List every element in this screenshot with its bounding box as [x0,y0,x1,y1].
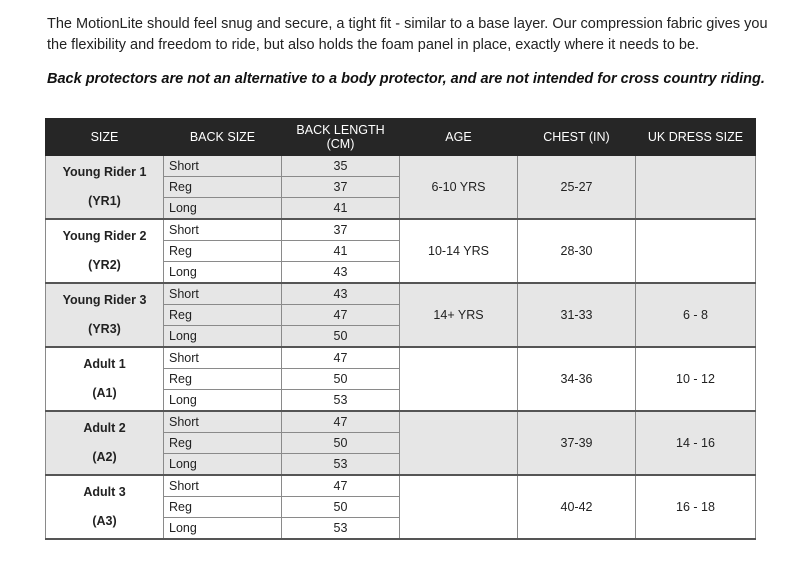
size-code: (A1) [92,386,117,400]
size-name-cell [46,475,164,539]
back-length-cell: 53 [282,518,400,540]
back-size-cell: Short [164,283,282,305]
age-cell [400,347,518,411]
table-row [46,411,756,433]
table-row [46,475,756,497]
age-cell: 14+ YRS [400,283,518,347]
header-uk-dress-size: UK DRESS SIZE [636,119,756,156]
back-size-cell: Long [164,518,282,540]
size-name-cell [46,156,164,220]
size-code: (YR3) [88,322,121,336]
warning-note: Back protectors are not an alternative to a body protector, and are not intended for cross country riding. [47,71,765,87]
size-name: Young Rider 2 [62,229,147,243]
back-length-cell: 41 [282,241,400,262]
back-size-cell: Reg [164,497,282,518]
uk-dress-size-cell [636,219,756,283]
header-age: AGE [400,119,518,156]
back-length-cell: 50 [282,369,400,390]
uk-dress-size-cell: 14 - 16 [636,411,756,475]
uk-dress-size-cell [636,156,756,220]
back-size-cell: Short [164,156,282,177]
table-header-row [46,119,756,156]
back-length-cell: 50 [282,326,400,348]
back-size-cell: Long [164,326,282,348]
size-name: Adult 2 [83,421,126,435]
back-length-cell: 47 [282,475,400,497]
age-cell [400,411,518,475]
chest-cell: 40-42 [518,475,636,539]
header-back-length-line1: BACK LENGTH [296,123,385,137]
age-cell: 10-14 YRS [400,219,518,283]
size-name: Adult 1 [83,357,126,371]
chest-cell: 25-27 [518,156,636,220]
back-size-cell: Short [164,219,282,241]
back-length-cell: 50 [282,497,400,518]
size-name-cell [46,411,164,475]
chest-cell: 34-36 [518,347,636,411]
back-size-cell: Reg [164,369,282,390]
table-row [46,219,756,241]
back-length-cell: 35 [282,156,400,177]
back-size-cell: Reg [164,241,282,262]
age-cell [400,475,518,539]
age-cell: 6-10 YRS [400,156,518,220]
size-code: (YR1) [88,194,121,208]
back-size-cell: Long [164,454,282,476]
back-length-cell: 53 [282,390,400,412]
back-size-cell: Short [164,475,282,497]
back-length-cell: 37 [282,219,400,241]
back-size-cell: Reg [164,433,282,454]
size-name: Adult 3 [83,485,126,499]
back-length-cell: 43 [282,262,400,284]
back-length-cell: 53 [282,454,400,476]
back-size-cell: Long [164,198,282,220]
table-row [46,347,756,369]
chest-cell: 37-39 [518,411,636,475]
header-back-length [282,119,400,156]
size-code: (YR2) [88,258,121,272]
uk-dress-size-cell: 10 - 12 [636,347,756,411]
chest-cell: 31-33 [518,283,636,347]
size-name: Young Rider 3 [62,293,147,307]
back-size-cell: Short [164,411,282,433]
size-name-cell [46,219,164,283]
uk-dress-size-cell: 6 - 8 [636,283,756,347]
table-row [46,283,756,305]
intro-paragraph: The MotionLite should feel snug and secure, a tight fit - similar to a base layer. Our compression fabric gives you the flexibility and freedom to ride, but also holds the foam panel in place, exactly where it needs to be. [47,16,768,53]
back-length-cell: 41 [282,198,400,220]
back-size-cell: Reg [164,305,282,326]
back-length-cell: 47 [282,411,400,433]
back-size-cell: Short [164,347,282,369]
header-back-size: BACK SIZE [164,119,282,156]
header-size: SIZE [46,119,164,156]
table-row [46,156,756,177]
back-size-cell: Long [164,390,282,412]
back-length-cell: 50 [282,433,400,454]
back-size-cell: Long [164,262,282,284]
uk-dress-size-cell: 16 - 18 [636,475,756,539]
back-size-cell: Reg [164,177,282,198]
back-length-cell: 43 [282,283,400,305]
header-chest: CHEST (IN) [518,119,636,156]
header-back-length-line2: (CM) [326,137,355,151]
size-chart-table [45,118,756,540]
size-table-body [46,156,756,540]
size-name: Young Rider 1 [62,165,147,179]
size-code: (A2) [92,450,117,464]
back-length-cell: 37 [282,177,400,198]
back-length-cell: 47 [282,347,400,369]
chest-cell: 28-30 [518,219,636,283]
back-length-cell: 47 [282,305,400,326]
size-name-cell [46,283,164,347]
size-code: (A3) [92,514,117,528]
size-name-cell [46,347,164,411]
